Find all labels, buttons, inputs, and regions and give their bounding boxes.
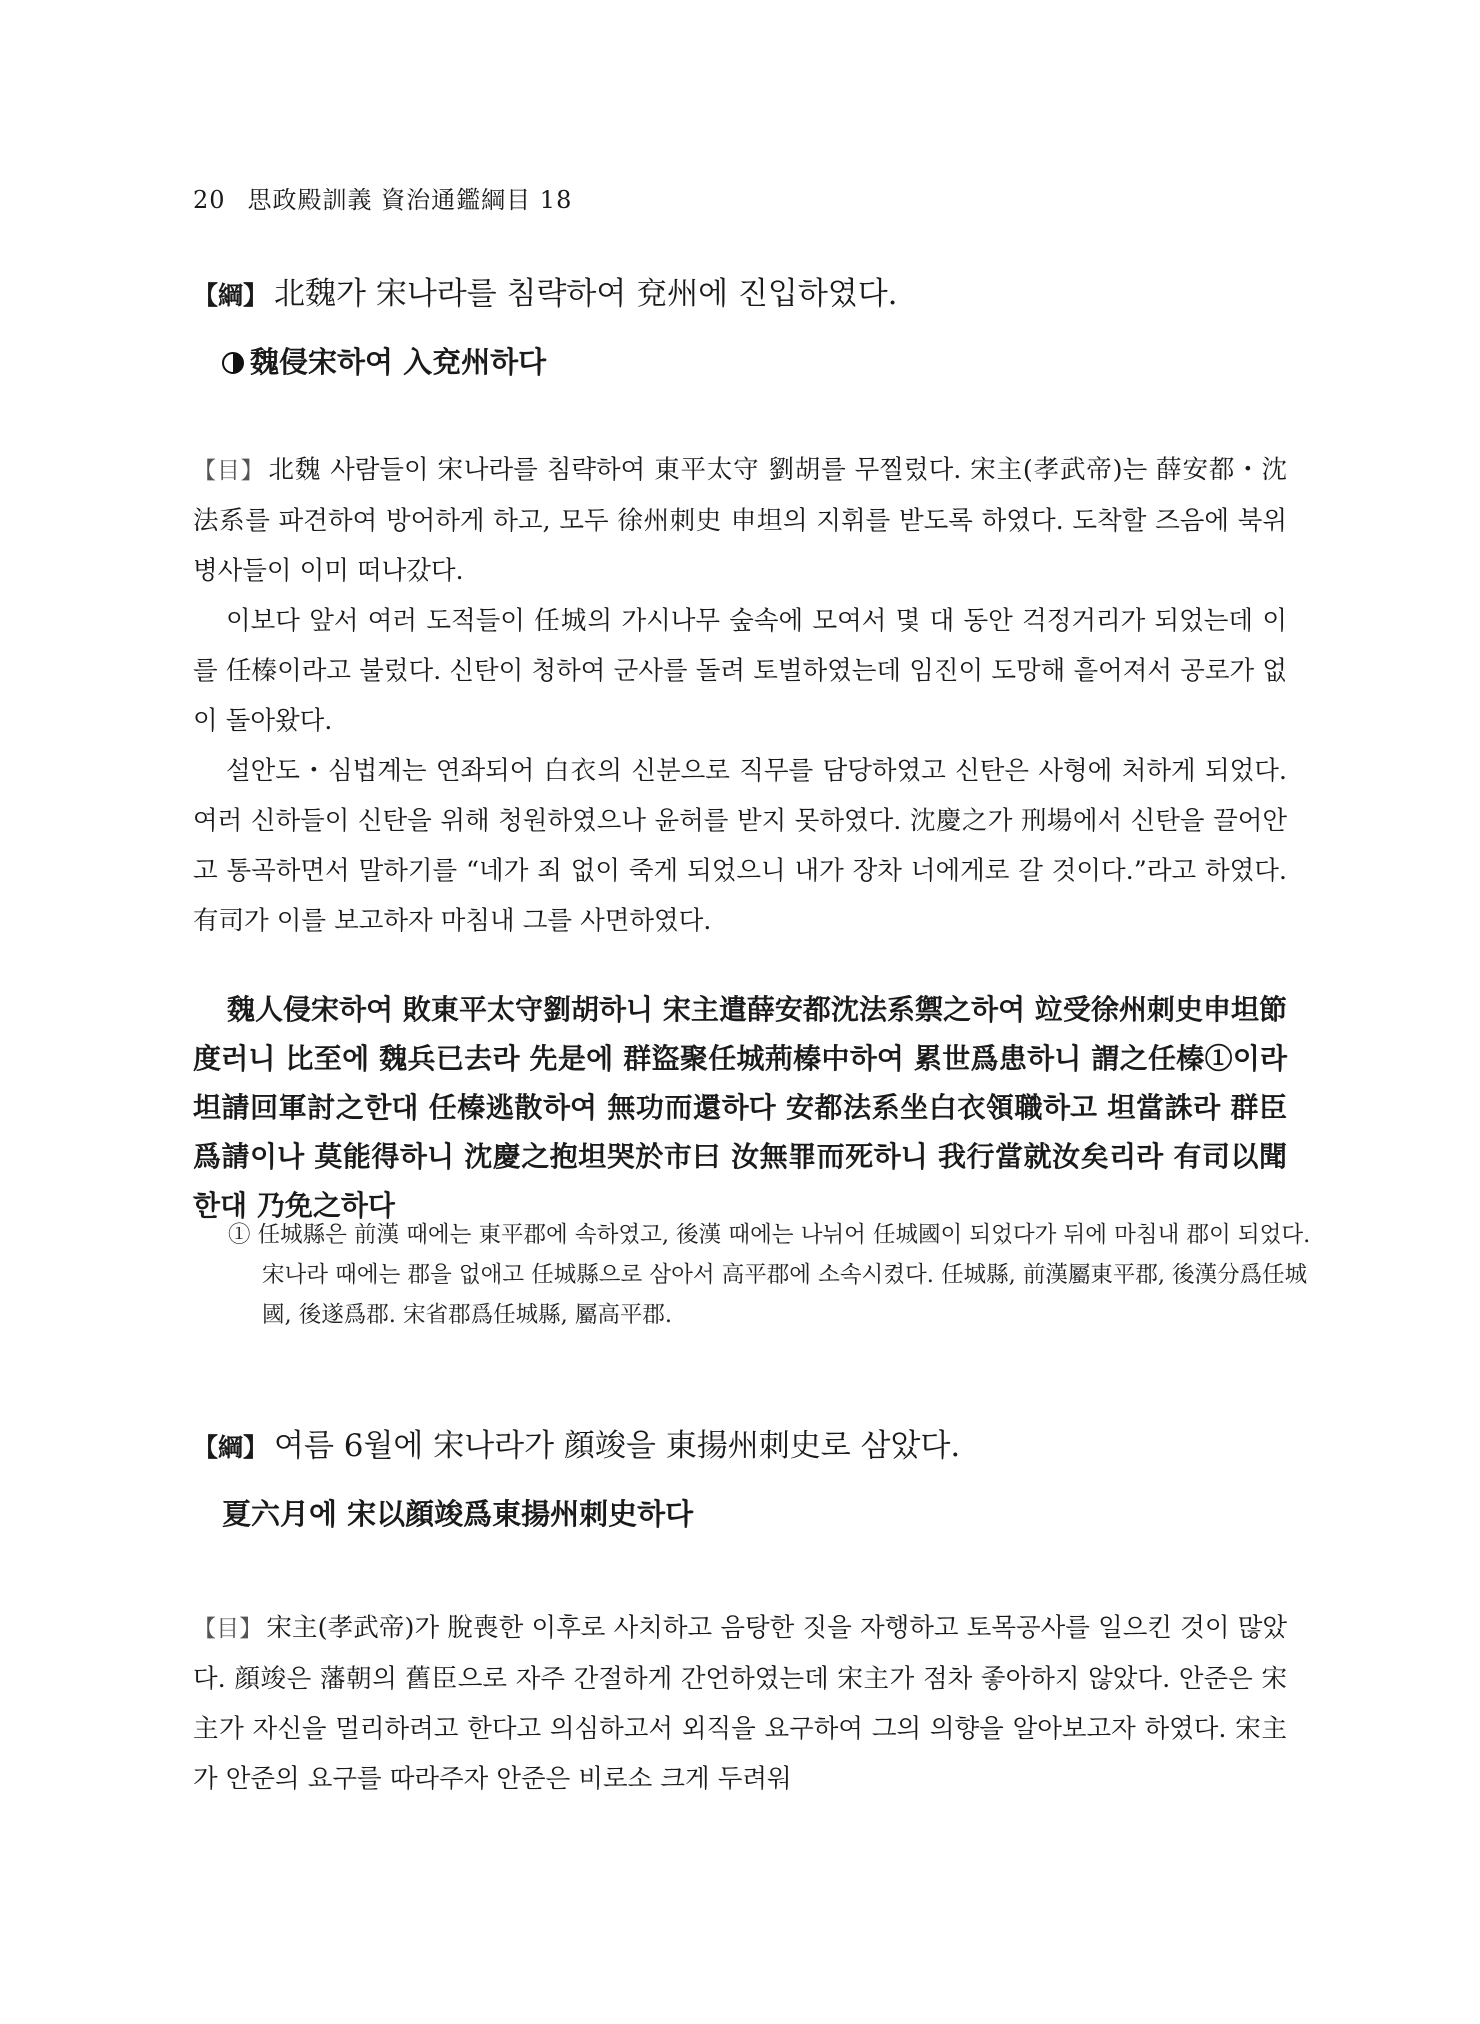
mok-paragraph (193, 1603, 1287, 1804)
gang-heading-1 (193, 268, 898, 313)
footnote: ① 任城縣은 前漢 때에는 東平郡에 속하였고, 後漢 때에는 나뉘어 任城國이 되었다가 뒤에 마침내 郡이 되었다. 宋나라 때에는 郡을 없애고 任城縣으로 삼아서 高平郡에 소속시켰다. 任城縣, 前漢屬東平郡, 後漢分爲任城國, 後遂爲郡. 宋省郡爲任城縣, 屬高平郡. (228, 1222, 1311, 1328)
mok-tag: 【目】 (193, 1616, 263, 1642)
mok-paragraph: 이보다 앞서 여러 도적들이 任城의 가시나무 숲속에 모여서 몇 대 동안 걱정거리가 되었는데 이를 任榛이라고 불렀다. 신탄이 청하여 군사를 돌려 토벌하였는데 임진이 도망해 흩어져서 공로가 없이 돌아왔다. (193, 606, 1287, 736)
gang-translation: 여름 6월에 宋나라가 顔竣을 東揚州刺史로 삼았다. (274, 1428, 961, 1464)
running-head (193, 180, 572, 215)
mok-original-text-1: 魏人侵宋하여 敗東平太守劉胡하니 宋主遣薛安都沈法系禦之하여 竝受徐州刺史申坦節度러니 比至에 魏兵已去라 先是에 群盜聚任城荊榛中하여 累世爲患하니 謂之任榛①이라 坦請回軍討之한대 任榛逃散하여 無功而還하다 安都法系坐白衣領職하고 坦當誅라 群臣爲請이나 莫能得하니 沈慶之抱坦哭於市曰 汝無罪而死하니 我行當就汝矣리라 有司以聞한대 乃免之하다 (193, 993, 1287, 1222)
page-number: 20 (193, 186, 226, 214)
gang-heading-2 (193, 1420, 960, 1465)
gang-tag: 【綱】 (193, 1433, 269, 1462)
gang-original-2: 夏六月에 宋以顔竣爲東揚州刺史하다 (222, 1497, 694, 1531)
mok-paragraph-text: 宋主(孝武帝)가 脫喪한 이후로 사치하고 음탕한 짓을 자행하고 토목공사를 일으킨 것이 많았다. 顔竣은 藩朝의 舊臣으로 자주 간절하게 간언하였는데 宋主가 점차 좋아하지 않았다. 안준은 宋主가 자신을 멀리하려고 한다고 의심하고서 외직을 요구하여 그의 의향을 알아보고자 하였다. 宋主가 안준의 요구를 따라주자 안준은 비로소 크게 두려워 (193, 1613, 1288, 1794)
mok-tag: 【目】 (193, 458, 265, 484)
gang-original-1 (222, 340, 546, 381)
mok-paragraph-text: 北魏 사람들이 宋나라를 침략하여 東平太守 劉胡를 무찔렀다. 宋主(孝武帝)는 薛安都・沈法系를 파견하여 방어하게 하고, 모두 徐州刺史 申坦의 지휘를 받도록 하였다. 도착할 즈음에 북위 병사들이 이미 떠나갔다. (193, 455, 1287, 586)
mok-paragraph: 설안도・심법계는 연좌되어 白衣의 신분으로 직무를 담당하였고 신탄은 사형에 처하게 되었다. 여러 신하들이 신탄을 위해 청원하였으나 윤허를 받지 못하였다. 沈慶之가 刑場에서 신탄을 끌어안고 통곡하면서 말하기를 “네가 죄 없이 죽게 되었으니 내가 장차 너에게로 갈 것이다.”라고 하였다. 有司가 이를 보고하자 마침내 그를 사면하였다. (193, 756, 1287, 936)
mok-translation-2 (193, 1603, 1287, 1804)
gang-tag: 【綱】 (193, 281, 269, 310)
gang-original-text: 魏侵宋하여 入兗州하다 (250, 345, 547, 379)
mok-paragraph (193, 445, 1287, 596)
mok-translation-1 (193, 445, 1287, 946)
gang-translation: 北魏가 宋나라를 침략하여 兗州에 진입하였다. (274, 276, 898, 312)
half-circle-icon (222, 352, 244, 374)
book-title: 思政殿訓義 資治通鑑綱目 18 (247, 186, 573, 214)
